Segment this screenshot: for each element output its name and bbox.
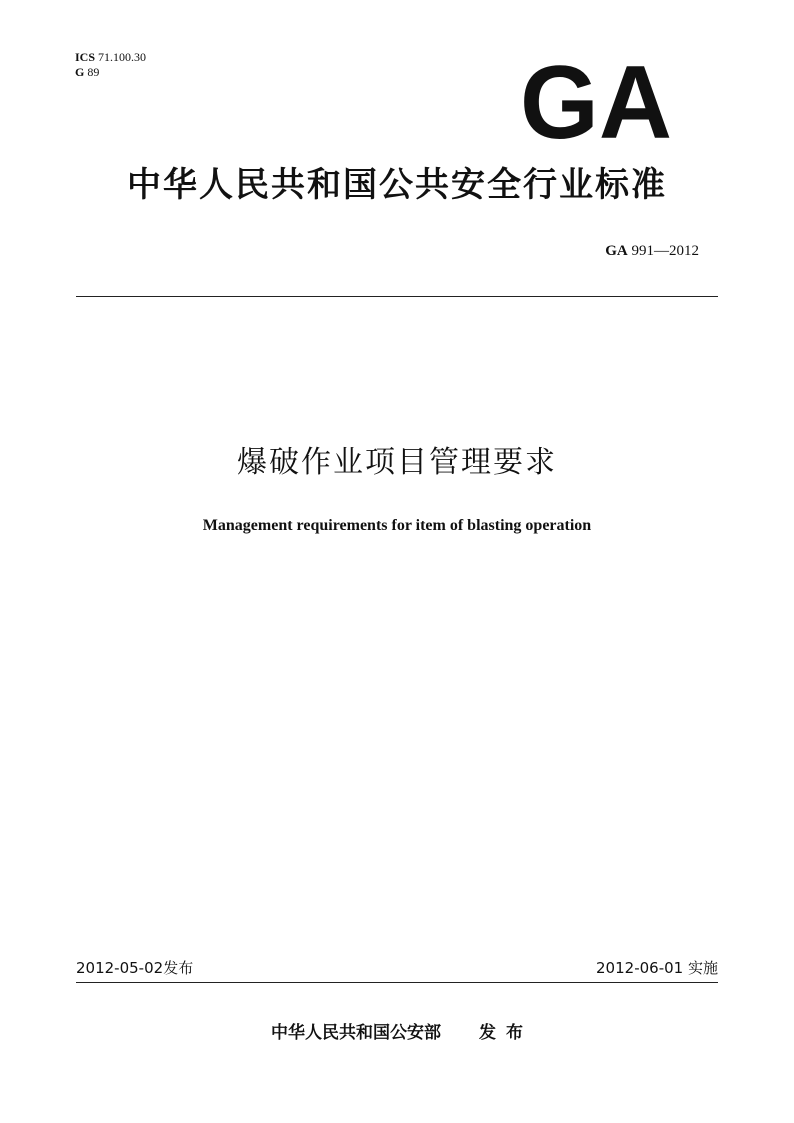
implementation-date [596,957,718,979]
standard-prefix: GA [605,243,628,259]
header-divider [76,296,718,297]
standard-code: 991—2012 [631,243,699,259]
issuer-line [0,1020,794,1046]
issue-date-label: 发布 [163,959,194,977]
agency-title: 中华人民共和国公共安全行业标准 [127,165,667,205]
ics-code [75,50,146,65]
footer-divider [76,982,718,983]
ccs-value: 89 [87,65,100,79]
issue-date [76,957,193,979]
ccs-code [75,65,146,80]
ccs-label: G [75,65,85,79]
standard-number [605,241,699,261]
impl-date-label: 实施 [687,959,718,977]
issuer-name: 中华人民共和国公安部 [271,1023,441,1043]
issuer-action-1: 发 [479,1023,496,1043]
classification-codes [75,50,146,80]
impl-date-value: 2012-06-01 [596,959,684,977]
document-title-cn: 爆破作业项目管理要求 [237,445,557,480]
issue-date-value: 2012-05-02 [76,959,164,977]
ga-logo [518,60,674,142]
ics-value: 71.100.30 [98,50,147,64]
document-title-en: Management requirements for item of blasting operation [202,517,592,534]
ga-logo-text: GA [520,60,672,142]
ics-label: ICS [75,50,96,64]
issuer-action-2: 布 [506,1023,523,1043]
